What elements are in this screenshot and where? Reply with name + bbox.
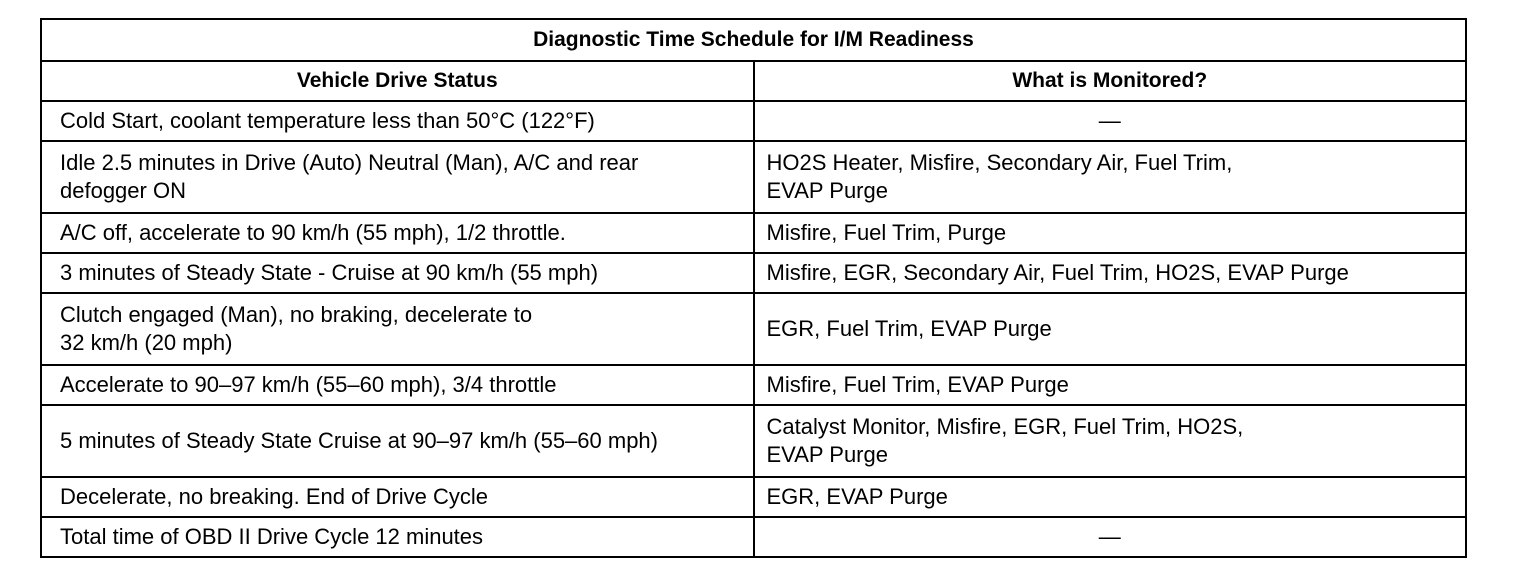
drive-status-text: Total time of OBD II Drive Cycle 12 minutes [60, 524, 484, 549]
drive-status-cell [41, 253, 754, 293]
monitored-cell [754, 213, 1467, 253]
table-row [41, 213, 1466, 253]
monitored-text: Misfire, EGR, Secondary Air, Fuel Trim, HO2S, EVAP Purge [766, 260, 1349, 285]
drive-status-cell [41, 405, 754, 477]
drive-status-cell [41, 293, 754, 365]
drive-status-cell [41, 517, 754, 557]
diagnostic-schedule-table [40, 18, 1467, 558]
drive-status-text: A/C off, accelerate to 90 km/h (55 mph), 1/2 throttle. [60, 220, 566, 245]
drive-status-cell [41, 477, 754, 517]
drive-status-text: Cold Start, coolant temperature less than 50°C (122°F) [60, 108, 595, 133]
table-row [41, 141, 1466, 213]
monitored-cell [754, 101, 1467, 141]
table-title-row [41, 19, 1466, 61]
column-header-drive-status: Vehicle Drive Status [41, 61, 754, 101]
drive-status-text: Accelerate to 90–97 km/h (55–60 mph), 3/4 throttle [60, 372, 557, 397]
drive-status-text: Decelerate, no breaking. End of Drive Cycle [60, 484, 488, 509]
table-row [41, 101, 1466, 141]
drive-status-cell [41, 365, 754, 405]
monitored-text: — [1098, 108, 1121, 133]
table-row [41, 365, 1466, 405]
monitored-cell [754, 141, 1467, 213]
monitored-text: EGR, EVAP Purge [766, 484, 948, 509]
drive-status-cell [41, 101, 754, 141]
table-row [41, 405, 1466, 477]
table-title: Diagnostic Time Schedule for I/M Readiness [41, 19, 1466, 61]
monitored-cell [754, 253, 1467, 293]
diagnostic-schedule-table-container [40, 18, 1467, 558]
monitored-cell [754, 405, 1467, 477]
column-header-monitored: What is Monitored? [754, 61, 1467, 101]
monitored-text: Misfire, Fuel Trim, EVAP Purge [766, 372, 1069, 397]
monitored-cell [754, 517, 1467, 557]
monitored-cell [754, 293, 1467, 365]
monitored-text: Misfire, Fuel Trim, Purge [766, 220, 1007, 245]
monitored-text: HO2S Heater, Misfire, Secondary Air, Fuel Trim, EVAP Purge [766, 150, 1233, 203]
drive-status-text: Idle 2.5 minutes in Drive (Auto) Neutral (Man), A/C and rear defogger ON [60, 150, 639, 203]
table-row [41, 517, 1466, 557]
table-row [41, 293, 1466, 365]
monitored-cell [754, 477, 1467, 517]
drive-status-cell [41, 213, 754, 253]
drive-status-text: 3 minutes of Steady State - Cruise at 90 km/h (55 mph) [60, 260, 599, 285]
drive-status-text: Clutch engaged (Man), no braking, decelerate to 32 km/h (20 mph) [60, 302, 533, 355]
drive-status-text: 5 minutes of Steady State Cruise at 90–97 km/h (55–60 mph) [60, 428, 658, 453]
drive-status-cell [41, 141, 754, 213]
monitored-cell [754, 365, 1467, 405]
monitored-text: EGR, Fuel Trim, EVAP Purge [766, 316, 1052, 341]
table-header-row [41, 61, 1466, 101]
monitored-text: — [1098, 524, 1121, 549]
monitored-text: Catalyst Monitor, Misfire, EGR, Fuel Trim, HO2S, EVAP Purge [766, 414, 1244, 467]
table-row [41, 253, 1466, 293]
table-row [41, 477, 1466, 517]
